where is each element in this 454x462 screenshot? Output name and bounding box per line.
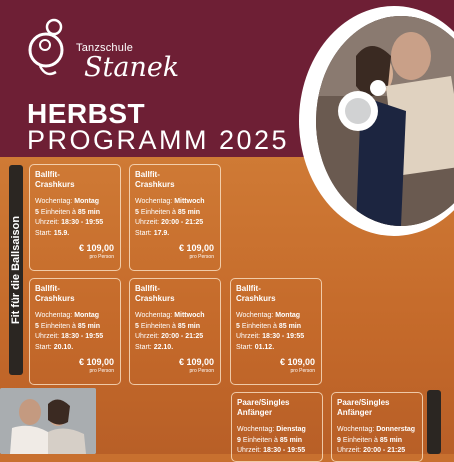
course-card [230, 278, 322, 385]
weekday: Montag [74, 198, 100, 205]
per-person: pro Person [189, 368, 214, 374]
label: Wochentag: [135, 198, 173, 205]
label: Uhrzeit: [35, 219, 60, 226]
card-title: Crashkurs [236, 294, 276, 303]
dancer-logo-icon [26, 14, 78, 84]
duration: 85 min [279, 436, 303, 444]
label: Uhrzeit: [237, 447, 262, 454]
sidebar-label: Fit für die Ballsaison [10, 215, 22, 325]
label: Uhrzeit: [135, 333, 160, 340]
label: Einheiten à [140, 322, 176, 330]
label: Start: [35, 343, 52, 351]
start-date: 20.10. [53, 343, 74, 351]
per-person: pro Person [189, 254, 214, 260]
course-card [231, 392, 323, 462]
card-title: Anfänger [337, 408, 373, 417]
card-title: Paare/Singles [337, 398, 390, 407]
card-title: Crashkurs [35, 294, 75, 303]
label: Uhrzeit: [236, 333, 261, 340]
course-card [129, 278, 221, 385]
price: € 109,00 [279, 357, 315, 367]
course-card [129, 164, 221, 271]
price: € 109,00 [178, 357, 214, 367]
weekday: Mittwoch [174, 198, 205, 205]
label: Einheiten à [40, 208, 76, 216]
price: € 109,00 [78, 357, 114, 367]
time: 20:00 - 21:25 [363, 447, 406, 454]
per-person: pro Person [89, 254, 114, 260]
sidebar-bar [427, 390, 441, 454]
card-title: Crashkurs [135, 294, 175, 303]
units: 5 [135, 322, 139, 330]
time: 18:30 - 19:55 [61, 333, 104, 340]
card-title: Ballfit- [135, 284, 160, 293]
course-card [29, 164, 121, 271]
units: 5 [135, 208, 139, 216]
label: Einheiten à [140, 208, 176, 216]
card-title: Crashkurs [135, 180, 175, 189]
label: Uhrzeit: [337, 447, 362, 454]
headline-programm: PROGRAMM 2025 [27, 125, 290, 155]
label: Wochentag: [337, 426, 375, 433]
card-title: Ballfit- [236, 284, 261, 293]
label: Wochentag: [35, 198, 73, 205]
course-card [331, 392, 423, 462]
time: 18:30 - 19:55 [262, 333, 305, 340]
card-title: Ballfit- [35, 170, 60, 179]
duration: 85 min [77, 208, 101, 216]
weekday: Donnerstag [376, 426, 416, 433]
units: 9 [337, 436, 341, 444]
label: Start: [236, 343, 253, 351]
start-date: 01.12. [254, 343, 275, 351]
card-title: Ballfit- [35, 284, 60, 293]
label: Wochentag: [135, 312, 173, 319]
duration: 85 min [278, 322, 302, 330]
label: Start: [35, 229, 52, 237]
card-title: Ballfit- [135, 170, 160, 179]
time: 20:00 - 21:25 [161, 333, 204, 340]
label: Wochentag: [35, 312, 73, 319]
duration: 85 min [177, 208, 201, 216]
headline-herbst: HERBST [27, 98, 146, 129]
weekday: Mittwoch [174, 312, 205, 319]
card-title: Crashkurs [35, 180, 75, 189]
duration: 85 min [379, 436, 403, 444]
duration: 85 min [177, 322, 201, 330]
start-date: 22.10. [153, 343, 174, 351]
start-date: 15.9. [53, 229, 70, 237]
brand-small: Tanzschule [76, 42, 134, 54]
label: Wochentag: [236, 312, 274, 319]
price: € 109,00 [178, 243, 214, 253]
label: Einheiten à [242, 436, 278, 444]
time: 20:00 - 21:25 [161, 219, 204, 226]
start-date: 17.9. [153, 229, 170, 237]
couple-photo [0, 388, 96, 454]
units: 5 [236, 322, 240, 330]
units: 5 [35, 322, 39, 330]
label: Einheiten à [342, 436, 378, 444]
label: Einheiten à [40, 322, 76, 330]
per-person: pro Person [89, 368, 114, 374]
label: Wochentag: [237, 426, 275, 433]
price: € 109,00 [78, 243, 114, 253]
course-card [29, 278, 121, 385]
per-person: pro Person [290, 368, 315, 374]
brand-name: Stanek [84, 52, 180, 83]
duration: 85 min [77, 322, 101, 330]
units: 5 [35, 208, 39, 216]
label: Start: [135, 343, 152, 351]
card-title: Paare/Singles [237, 398, 290, 407]
time: 18:30 - 19:55 [263, 447, 306, 454]
weekday: Dienstag [276, 426, 306, 433]
weekday: Montag [74, 312, 100, 319]
time: 18:30 - 19:55 [61, 219, 104, 226]
label: Uhrzeit: [35, 333, 60, 340]
card-title: Anfänger [237, 408, 273, 417]
label: Start: [135, 229, 152, 237]
weekday: Montag [275, 312, 301, 319]
units: 9 [237, 436, 241, 444]
label: Uhrzeit: [135, 219, 160, 226]
label: Einheiten à [241, 322, 277, 330]
